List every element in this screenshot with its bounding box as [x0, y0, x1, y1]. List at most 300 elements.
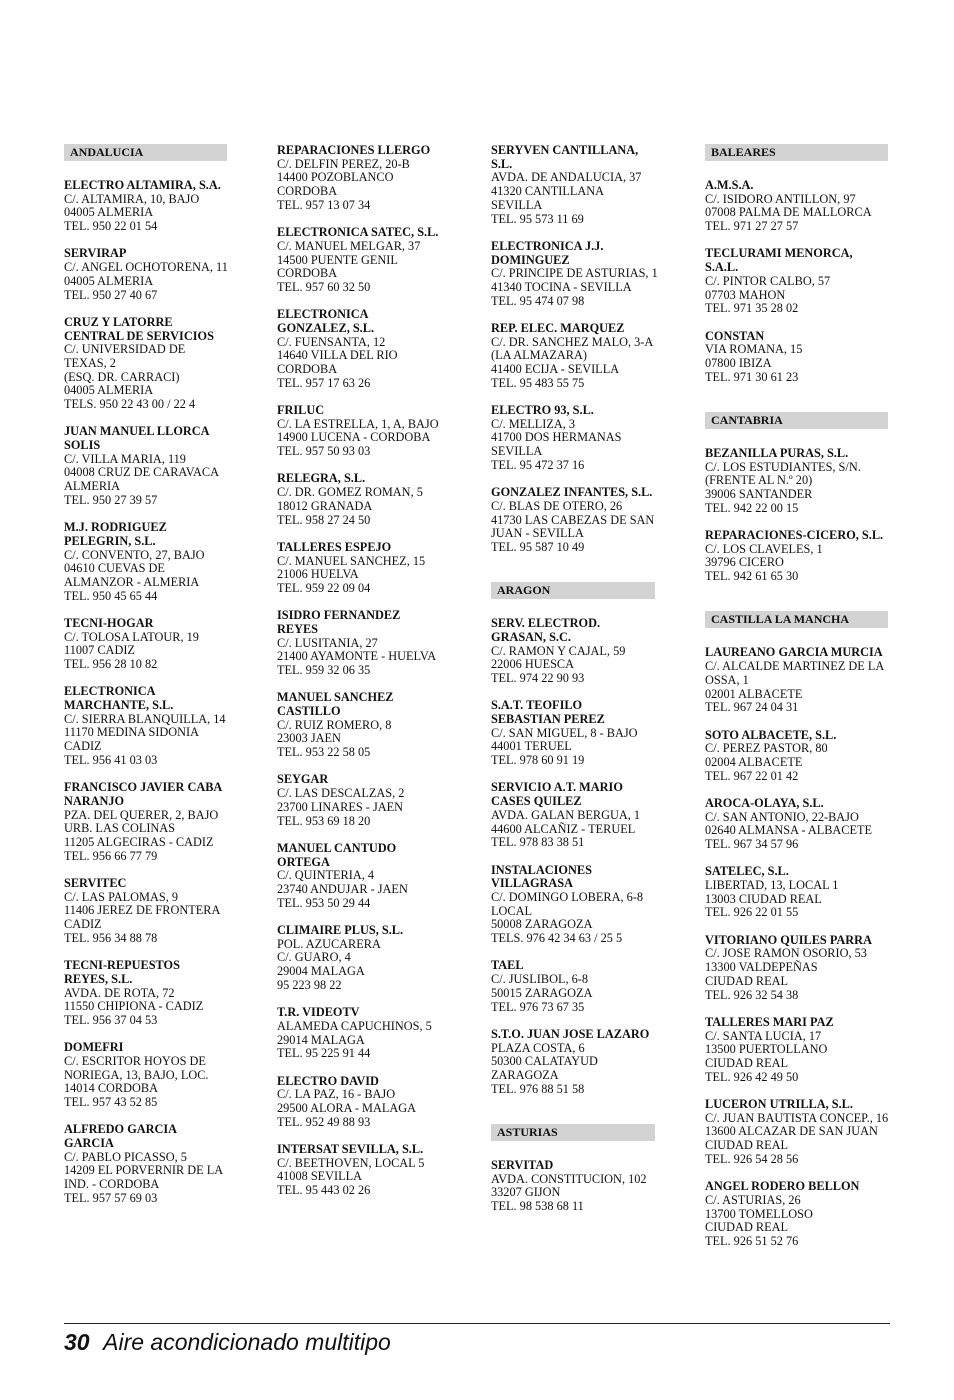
address-line: SEVILLA: [491, 197, 543, 212]
address-line: TEL. 958 27 24 50: [277, 512, 371, 527]
service-entry: [64, 521, 240, 603]
address-line: TEL. 956 41 03 03: [64, 752, 158, 767]
address-line: TEL. 956 28 10 82: [64, 657, 158, 672]
service-entry: [705, 1016, 901, 1085]
address-line: TEXAS, 2: [64, 355, 116, 370]
address-line: TEL. 926 54 28 56: [705, 1151, 799, 1166]
address-line: TEL. 926 42 49 50: [705, 1069, 799, 1084]
address-line: 44001 TERUEL: [491, 739, 572, 754]
address-line: C/. JUSLIBOL, 6-8: [491, 972, 589, 987]
address-line: 04005 ALMERIA: [64, 383, 154, 398]
address-line: 02640 ALMANSA - ALBACETE: [705, 823, 873, 838]
address-line: C/. GUARO, 4: [277, 950, 351, 965]
company-name: TECNI-HOGAR: [64, 615, 154, 630]
directory-column-2: [277, 144, 473, 1211]
company-name: BEZANILLA PURAS, S.L.: [705, 445, 849, 460]
address-line: 11007 CADIZ: [64, 643, 135, 658]
address-line: 04610 CUEVAS DE: [64, 561, 165, 576]
company-name: SERYVEN CANTILLANA, S.L.: [491, 143, 639, 171]
address-line: TELS. 950 22 43 00 / 22 4: [64, 397, 196, 412]
address-line: C/. RAMON Y CAJAL, 59: [491, 643, 626, 658]
section-spacer: [705, 398, 901, 412]
service-entry: [491, 144, 675, 226]
company-name: TAEL: [491, 958, 524, 973]
company-name: REP. ELEC. MARQUEZ: [491, 320, 625, 335]
address-line: TEL. 942 22 00 15: [705, 500, 799, 515]
region-section: [705, 398, 901, 584]
address-line: C/. DR. SANCHEZ MALO, 3-A: [491, 334, 654, 349]
address-line: C/. MANUEL SANCHEZ, 15: [277, 553, 426, 568]
address-line: CIUDAD REAL: [705, 1220, 788, 1235]
service-entry: [277, 144, 473, 213]
service-entry: [64, 1041, 240, 1110]
address-line: 41400 ECIJA - SEVILLA: [491, 362, 620, 377]
company-name: CRUZ Y LATORRE CENTRAL DE SERVICIOS: [64, 314, 214, 343]
address-line: C/. ALTAMIRA, 10, BAJO: [64, 191, 200, 206]
address-line: TEL. 956 37 04 53: [64, 1012, 158, 1027]
service-entry: [64, 1123, 240, 1205]
service-entry: [64, 877, 240, 946]
region-section: [491, 568, 675, 1096]
address-line: TEL. 98 538 68 11: [491, 1199, 584, 1214]
address-line: C/. PRINCIPE DE ASTURIAS, 1: [491, 266, 658, 281]
region-heading: BALEARES: [705, 144, 888, 161]
address-line: C/. LOS ESTUDIANTES, S/N.: [705, 459, 861, 474]
address-line: 07703 MAHON: [705, 287, 786, 302]
service-entry: [277, 691, 473, 760]
address-line: C/. LA ESTRELLA, 1, A, BAJO: [277, 416, 439, 431]
address-line: TEL. 95 225 91 44: [277, 1046, 371, 1061]
company-name: SOTO ALBACETE, S.L.: [705, 727, 837, 742]
address-line: 04005 ALMERIA: [64, 273, 154, 288]
address-line: C/. BLAS DE OTERO, 26: [491, 498, 623, 513]
address-line: CORDOBA: [277, 266, 338, 281]
address-line: 23003 JAEN: [277, 731, 341, 746]
footer-rule: [64, 1323, 890, 1324]
address-line: 50008 ZARAGOZA: [491, 917, 593, 932]
address-line: AVDA. GALAN BERGUA, 1: [491, 807, 641, 822]
address-line: 39006 SANTANDER: [705, 487, 813, 502]
address-line: TEL. 959 22 09 04: [277, 580, 371, 595]
address-line: (LA ALMAZARA): [491, 348, 587, 363]
address-line: C/. SAN ANTONIO, 22-BAJO: [705, 809, 859, 824]
service-entry: [277, 609, 473, 678]
address-line: 13500 PUERTOLLANO: [705, 1042, 828, 1057]
address-line: OSSA, 1: [705, 672, 749, 687]
address-line: TEL. 959 32 06 35: [277, 663, 371, 678]
address-line: C/. ESCRITOR HOYOS DE: [64, 1053, 206, 1068]
address-line: C/. ANGEL OCHOTORENA, 11: [64, 260, 228, 275]
region-heading: CASTILLA LA MANCHA: [705, 611, 888, 628]
company-name: SATELEC, S.L.: [705, 864, 789, 879]
address-line: C/. LAS DESCALZAS, 2: [277, 786, 405, 801]
service-entry: [277, 924, 473, 993]
service-entry: [491, 240, 675, 309]
address-line: C/. JUAN BAUTISTA CONCEP., 16: [705, 1110, 889, 1125]
address-line: 39796 CICERO: [705, 555, 784, 570]
company-name: ANGEL RODERO BELLON: [705, 1179, 860, 1194]
address-line: C/. MELLIZA, 3: [491, 416, 576, 431]
address-line: VIA ROMANA, 15: [705, 342, 803, 357]
service-entry: [705, 934, 901, 1003]
company-name: FRANCISCO JAVIER CABA NARANJO: [64, 780, 223, 808]
address-line: 29014 MALAGA: [277, 1032, 365, 1047]
address-line: C/. ISIDORO ANTILLON, 97: [705, 191, 856, 206]
service-entry: [705, 247, 901, 316]
address-line: TEL. 957 60 32 50: [277, 279, 371, 294]
company-name: A.M.S.A.: [705, 178, 754, 192]
address-line: TEL. 950 27 39 57: [64, 492, 158, 507]
company-name: LAUREANO GARCIA MURCIA: [705, 645, 883, 660]
address-line: 07800 IBIZA: [705, 355, 772, 370]
service-entry: [705, 179, 901, 234]
company-name: RELEGRA, S.L.: [277, 471, 366, 486]
company-name: S.T.O. JUAN JOSE LAZARO: [491, 1026, 650, 1041]
service-entry: [491, 486, 675, 555]
document-title: Aire acondicionado multitipo: [103, 1329, 391, 1355]
company-name: TALLERES MARI PAZ: [705, 1014, 834, 1029]
address-line: TEL. 978 60 91 19: [491, 753, 585, 768]
address-line: C/. LUSITANIA, 27: [277, 635, 378, 650]
service-entry: [64, 247, 240, 302]
address-line: 13300 VALDEPEÑAS: [705, 960, 818, 975]
address-line: TEL. 950 45 65 44: [64, 588, 158, 603]
address-line: 13600 ALCAZAR DE SAN JUAN: [705, 1124, 878, 1139]
address-line: 18012 GRANADA: [277, 498, 373, 513]
address-line: ZARAGOZA: [491, 1067, 559, 1082]
address-line: TEL. 956 66 77 79: [64, 848, 158, 863]
address-line: 50300 CALATAYUD: [491, 1054, 598, 1069]
address-line: TELS. 976 42 34 63 / 25 5: [491, 931, 623, 946]
section-spacer: [705, 597, 901, 611]
address-line: C/. VILLA MARIA, 119: [64, 451, 186, 466]
address-line: IND. - CORDOBA: [64, 1177, 160, 1192]
address-line: AVDA. DE ANDALUCIA, 37: [491, 170, 642, 185]
address-line: TEL. 971 30 61 23: [705, 369, 799, 384]
address-line: CADIZ: [64, 739, 102, 754]
address-line: C/. CONVENTO, 27, BAJO: [64, 547, 205, 562]
page-number: 30: [64, 1329, 90, 1355]
company-name: VITORIANO QUILES PARRA: [705, 932, 872, 947]
company-name: ELECTRONICA SATEC, S.L.: [277, 225, 439, 240]
company-name: FRILUC: [277, 403, 325, 418]
service-entry: [277, 842, 473, 911]
address-line: 14014 CORDOBA: [64, 1081, 158, 1096]
address-line: 07008 PALMA DE MALLORCA: [705, 205, 872, 220]
address-line: C/. ALCALDE MARTINEZ DE LA: [705, 659, 885, 674]
region-section: [64, 144, 240, 1206]
service-entry: [277, 404, 473, 459]
address-line: TEL. 95 472 37 16: [491, 457, 585, 472]
address-line: TEL. 95 573 11 69: [491, 211, 584, 226]
address-line: TEL. 957 13 07 34: [277, 197, 371, 212]
address-line: TEL. 967 34 57 96: [705, 837, 799, 852]
company-name: ELECTRO DAVID: [277, 1073, 379, 1088]
service-entry: [64, 179, 240, 234]
company-name: CLIMAIRE PLUS, S.L.: [277, 922, 404, 937]
region-section: [705, 144, 901, 384]
address-line: C/. SANTA LUCIA, 17: [705, 1028, 822, 1043]
address-line: 23740 ANDUJAR - JAEN: [277, 881, 408, 896]
service-entry: [705, 447, 901, 516]
address-line: C/. DOMINGO LOBERA, 6-8: [491, 889, 643, 904]
region-section: [491, 1110, 675, 1214]
service-entry: [64, 685, 240, 767]
service-entry: [277, 472, 473, 527]
address-line: POL. AZUCARERA: [277, 936, 381, 951]
address-line: TEL. 967 22 01 42: [705, 768, 799, 783]
service-entry: [277, 1143, 473, 1198]
company-name: REPARACIONES LLERGO: [277, 143, 431, 157]
address-line: TEL. 974 22 90 93: [491, 671, 585, 686]
service-entry: [491, 404, 675, 473]
address-line: TEL. 967 24 04 31: [705, 700, 799, 715]
address-line: 21400 AYAMONTE - HUELVA: [277, 649, 437, 664]
address-line: PZA. DEL QUERER, 2, BAJO: [64, 807, 219, 822]
company-name: DOMEFRI: [64, 1040, 124, 1055]
address-line: 41320 CANTILLANA: [491, 184, 605, 199]
company-name: REPARACIONES-CICERO, S.L.: [705, 528, 884, 543]
address-line: TEL. 926 32 54 38: [705, 987, 799, 1002]
address-line: 13003 CIUDAD REAL: [705, 891, 822, 906]
service-entry: [491, 699, 675, 768]
address-line: C/. RUIZ ROMERO, 8: [277, 717, 392, 732]
section-spacer: [491, 568, 675, 582]
address-line: C/. MANUEL MELGAR, 37: [277, 238, 421, 253]
address-line: TEL. 976 88 51 58: [491, 1081, 585, 1096]
company-name: T.R. VIDEOTV: [277, 1005, 360, 1020]
address-line: TEL. 950 22 01 54: [64, 219, 158, 234]
company-name: SERVITEC: [64, 875, 127, 890]
service-entry: [64, 617, 240, 672]
directory-column-3: [491, 144, 675, 1227]
address-line: C/. LA PAZ, 16 - BAJO: [277, 1087, 396, 1102]
address-line: 29004 MALAGA: [277, 964, 365, 979]
address-line: CORDOBA: [277, 184, 338, 199]
address-line: 14209 EL PORVERNIR DE LA: [64, 1163, 224, 1178]
address-line: 13700 TOMELLOSO: [705, 1206, 813, 1221]
page-footer: [64, 1327, 391, 1357]
service-entry: [705, 529, 901, 584]
company-name: ALFREDO GARCIA GARCIA: [64, 1122, 178, 1151]
address-line: 44600 ALCAÑIZ - TERUEL: [491, 821, 636, 836]
company-name: ELECTRONICA GONZALEZ, S.L.: [277, 307, 375, 335]
address-line: TEL. 957 43 52 85: [64, 1095, 158, 1110]
address-line: C/. SIERRA BLANQUILLA, 14: [64, 711, 226, 726]
address-line: (ESQ. DR. CARRACI): [64, 369, 180, 384]
address-line: C/. DR. GOMEZ ROMAN, 5: [277, 485, 423, 500]
address-line: C/. JOSE RAMON OSORIO, 53: [705, 946, 867, 961]
service-entry: [491, 1028, 675, 1097]
company-name: SEYGAR: [277, 772, 329, 787]
address-line: TEL. 953 69 18 20: [277, 813, 371, 828]
address-line: 14900 LUCENA - CORDOBA: [277, 430, 431, 445]
address-line: URB. LAS COLINAS: [64, 821, 176, 836]
region-heading: CANTABRIA: [705, 412, 888, 429]
region-section: [277, 144, 473, 1198]
service-entry: [491, 781, 675, 850]
address-line: TEL. 978 83 38 51: [491, 835, 585, 850]
address-line: C/. SAN MIGUEL, 8 - BAJO: [491, 725, 638, 740]
address-line: 29500 ALORA - MALAGA: [277, 1100, 417, 1115]
service-entry: [705, 865, 901, 920]
service-entry: [277, 308, 473, 390]
service-entry: [705, 1098, 901, 1167]
address-line: CADIZ: [64, 917, 102, 932]
address-line: TEL. 926 51 52 76: [705, 1233, 799, 1248]
address-line: TEL. 971 27 27 57: [705, 219, 799, 234]
address-line: JUAN - SEVILLA: [491, 526, 584, 541]
service-entry: [705, 330, 901, 385]
company-name: SERVIRAP: [64, 246, 127, 261]
company-name: ISIDRO FERNANDEZ REYES: [277, 608, 401, 636]
address-line: 23700 LINARES - JAEN: [277, 799, 404, 814]
service-entry: [64, 959, 240, 1028]
company-name: SERVITAD: [491, 1157, 554, 1172]
company-name: LUCERON UTRILLA, S.L.: [705, 1096, 853, 1111]
address-line: 02004 ALBACETE: [705, 754, 803, 769]
address-line: 11550 CHIPIONA - CADIZ: [64, 999, 204, 1014]
address-line: C/. PABLO PICASSO, 5: [64, 1149, 187, 1164]
address-line: 14400 POZOBLANCO: [277, 170, 394, 185]
directory-column-4: [705, 144, 901, 1262]
service-entry: [705, 797, 901, 852]
company-name: INTERSAT SEVILLA, S.L.: [277, 1141, 424, 1156]
address-line: SEVILLA: [491, 444, 543, 459]
address-line: C/. TOLOSA LATOUR, 19: [64, 629, 199, 644]
region-heading: ANDALUCIA: [64, 144, 227, 161]
company-name: M.J. RODRIGUEZ PELEGRIN, S.L.: [64, 520, 167, 548]
address-line: 41730 LAS CABEZAS DE SAN: [491, 512, 655, 527]
address-line: AVDA. CONSTITUCION, 102: [491, 1171, 647, 1186]
address-line: C/. PEREZ PASTOR, 80: [705, 741, 828, 756]
address-line: 41340 TOCINA - SEVILLA: [491, 279, 632, 294]
company-name: TALLERES ESPEJO: [277, 539, 392, 554]
address-line: 95 223 98 22: [277, 977, 342, 992]
address-line: 14640 VILLA DEL RIO: [277, 348, 398, 363]
service-entry: [277, 1075, 473, 1130]
address-line: 02001 ALBACETE: [705, 686, 803, 701]
address-line: ALMERIA: [64, 479, 121, 494]
address-line: C/. FUENSANTA, 12: [277, 334, 386, 349]
address-line: TEL. 95 474 07 98: [491, 293, 585, 308]
address-line: TEL. 95 483 55 75: [491, 375, 585, 390]
company-name: GONZALEZ INFANTES, S.L.: [491, 485, 653, 500]
address-line: TEL. 953 22 58 05: [277, 745, 371, 760]
address-line: 11170 MEDINA SIDONIA: [64, 725, 200, 740]
address-line: C/. QUINTERIA, 4: [277, 868, 375, 883]
address-line: C/. UNIVERSIDAD DE: [64, 342, 186, 357]
service-entry: [277, 226, 473, 295]
address-line: 04005 ALMERIA: [64, 205, 154, 220]
address-line: TEL. 957 50 93 03: [277, 444, 371, 459]
service-entry: [64, 425, 240, 507]
service-entry: [491, 864, 675, 946]
address-line: C/. BEETHOVEN, LOCAL 5: [277, 1155, 425, 1170]
address-line: (FRENTE AL N.º 20): [705, 473, 813, 488]
company-name: JUAN MANUEL LLORCA SOLIS: [64, 424, 210, 453]
address-line: ALMANZOR - ALMERIA: [64, 574, 200, 589]
region-heading: ARAGON: [491, 582, 655, 599]
company-name: CONSTAN: [705, 328, 765, 343]
address-line: LOCAL: [491, 903, 532, 918]
service-entry: [491, 1159, 675, 1214]
address-line: TEL. 952 49 88 93: [277, 1114, 371, 1129]
address-line: TEL. 95 443 02 26: [277, 1183, 371, 1198]
service-entry: [705, 1180, 901, 1249]
address-line: 50015 ZARAGOZA: [491, 985, 593, 1000]
address-line: PLAZA COSTA, 6: [491, 1040, 585, 1055]
address-line: TEL. 976 73 67 35: [491, 999, 585, 1014]
company-name: SERV. ELECTROD. GRASAN, S.C.: [491, 616, 601, 644]
company-name: TECLURAMI MENORCA, S.A.L.: [705, 246, 853, 275]
service-entry: [705, 729, 901, 784]
company-name: INSTALACIONES VILLAGRASA: [491, 862, 592, 891]
address-line: 41700 DOS HERMANAS: [491, 430, 622, 445]
address-line: 14500 PUENTE GENIL: [277, 252, 398, 267]
service-entry: [491, 959, 675, 1014]
address-line: TEL. 957 57 69 03: [64, 1190, 158, 1205]
service-entry: [277, 1006, 473, 1061]
company-name: ELECTRONICA MARCHANTE, S.L.: [64, 684, 174, 713]
address-line: CIUDAD REAL: [705, 1055, 788, 1070]
directory-column-1: [64, 144, 240, 1219]
company-name: ELECTRONICA J.J. DOMINGUEZ: [491, 238, 604, 267]
address-line: C/. ASTURIAS, 26: [705, 1192, 801, 1207]
address-line: C/. LOS CLAVELES, 1: [705, 541, 823, 556]
address-line: C/. DELFIN PEREZ, 20-B: [277, 156, 410, 171]
address-line: 21006 HUELVA: [277, 567, 359, 582]
company-name: MANUEL CANTUDO ORTEGA: [277, 840, 397, 869]
region-section: [705, 597, 901, 1248]
address-line: 33207 GIJON: [491, 1185, 561, 1200]
company-name: ELECTRO ALTAMIRA, S.A.: [64, 178, 221, 192]
address-line: CIUDAD REAL: [705, 1138, 788, 1153]
address-line: NORIEGA, 13, BAJO, LOC.: [64, 1067, 209, 1082]
service-entry: [277, 541, 473, 596]
service-entry: [705, 646, 901, 715]
address-line: LIBERTAD, 13, LOCAL 1: [705, 878, 839, 893]
address-line: AVDA. DE ROTA, 72: [64, 985, 175, 1000]
address-line: 04008 CRUZ DE CARAVACA: [64, 465, 219, 480]
address-line: TEL. 956 34 88 78: [64, 930, 158, 945]
address-line: TEL. 95 587 10 49: [491, 539, 585, 554]
address-line: TEL. 957 17 63 26: [277, 375, 371, 390]
company-name: MANUEL SANCHEZ CASTILLO: [277, 690, 394, 719]
company-name: AROCA-OLAYA, S.L.: [705, 795, 824, 810]
section-spacer: [491, 1110, 675, 1124]
address-line: TEL. 971 35 28 02: [705, 301, 799, 316]
service-entry: [491, 617, 675, 686]
company-name: ELECTRO 93, S.L.: [491, 403, 594, 418]
service-entry: [277, 773, 473, 828]
company-name: S.A.T. TEOFILO SEBASTIAN PEREZ: [491, 698, 605, 727]
service-entry: [64, 781, 240, 863]
address-line: CIUDAD REAL: [705, 973, 788, 988]
company-name: SERVICIO A.T. MARIO CASES QUILEZ: [491, 780, 623, 809]
region-heading: ASTURIAS: [491, 1124, 655, 1141]
service-entry: [491, 322, 675, 391]
address-line: ALAMEDA CAPUCHINOS, 5: [277, 1018, 432, 1033]
address-line: 11205 ALGECIRAS - CADIZ: [64, 834, 214, 849]
address-line: 41008 SEVILLA: [277, 1169, 363, 1184]
address-line: TEL. 926 22 01 55: [705, 905, 799, 920]
address-line: C/. LAS PALOMAS, 9: [64, 889, 179, 904]
address-line: C/. PINTOR CALBO, 57: [705, 273, 831, 288]
address-line: CORDOBA: [277, 362, 338, 377]
address-line: TEL. 950 27 40 67: [64, 287, 158, 302]
company-name: TECNI-REPUESTOS REYES, S.L.: [64, 958, 180, 986]
